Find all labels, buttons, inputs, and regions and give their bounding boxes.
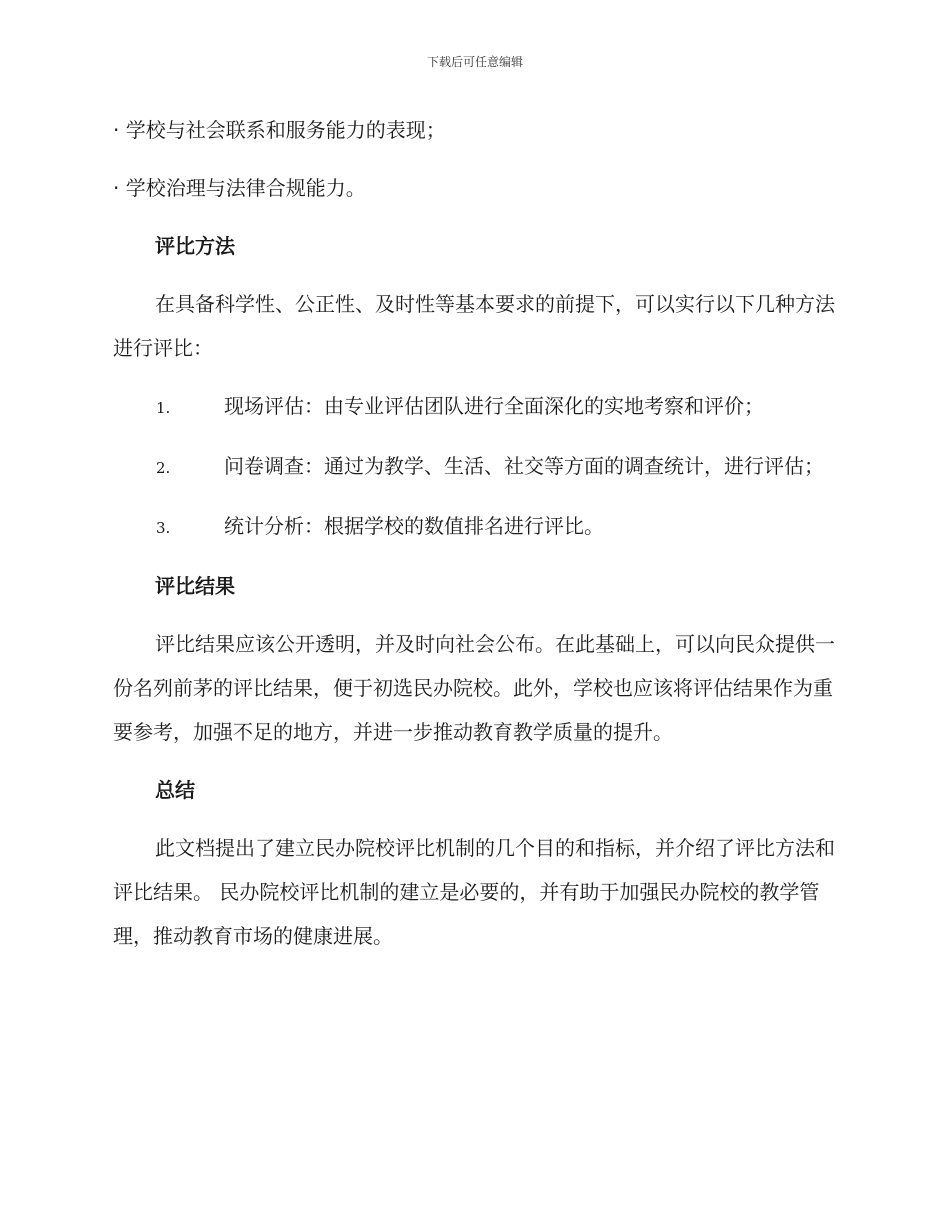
numbered-item — [113, 444, 837, 490]
numbered-item — [113, 504, 837, 550]
result-paragraph: 评比结果应该公开透明，并及时向社会公布。在此基础上，可以向民众提供一份名列前茅的评比结果，便于初选民办院校。此外，学校也应该将评估结果作为重要参考，加强不足的地方，并进一步推动教育教学质量的提升。 — [113, 632, 835, 744]
item-number: 2. — [156, 459, 171, 477]
method-intro-paragraph: 在具备科学性、公正性、及时性等基本要求的前提下，可以实行以下几种方法进行评比： — [113, 292, 835, 360]
item-text: 现场评估：由专业评估团队进行全面深化的实地考察和评价； — [224, 394, 764, 418]
bullet-item: · 学校治理与法律合规能力。 — [113, 176, 366, 200]
summary-paragraph: 此文档提出了建立民办院校评比机制的几个目的和指标，并介绍了评比方法和评比结果。 民办院校评比机制的建立是必要的，并有助于加强民办院校的教学管理，推动教育市场的健康进展。 — [113, 836, 835, 948]
section-heading-summary: 总结 — [155, 778, 195, 802]
document-body — [113, 108, 837, 972]
bullet-item: · 学校与社会联系和服务能力的表现； — [113, 118, 446, 142]
item-text: 统计分析：根据学校的数值排名进行评比。 — [224, 514, 604, 538]
item-text: 问卷调查：通过为教学、生活、社交等方面的调查统计，进行评估； — [224, 454, 824, 478]
section-heading-method: 评比方法 — [155, 234, 235, 258]
item-number: 3. — [156, 519, 171, 537]
numbered-item — [113, 384, 837, 430]
section-heading-result: 评比结果 — [155, 574, 235, 598]
page-header: 下载后可任意编辑 — [426, 55, 523, 69]
item-number: 1. — [156, 399, 171, 417]
